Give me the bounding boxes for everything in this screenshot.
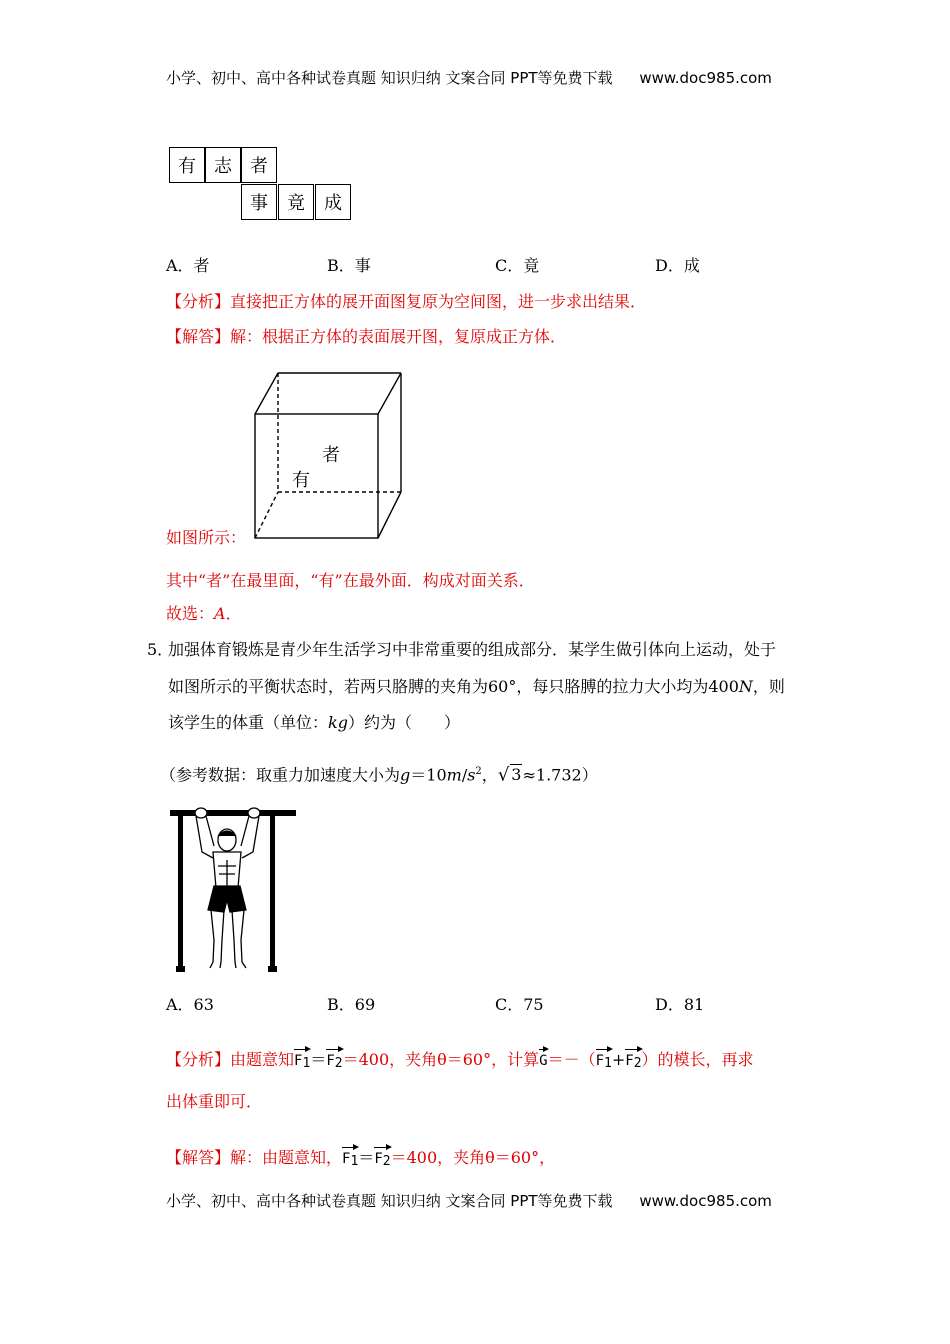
unit: N [738,677,753,696]
ref-text: ＝10 [410,765,447,785]
bar-post-left [178,812,183,972]
cube-edge [378,492,401,538]
choice-prefix: 故选： [166,604,215,623]
vector-g [539,1045,547,1071]
q4-figure-caption: 如图所示： [166,528,247,547]
vector-f2 [374,1143,390,1172]
cube-edge [255,373,278,414]
header-text: 小学、初中、高中各种试卷真题 知识归纳 文案合同 PPT等免费下载 [166,69,613,87]
header-url[interactable]: www.doc985.com [639,69,772,87]
vector-f1 [342,1143,358,1172]
q5-option-c: C．75 [495,995,544,1014]
q4-option-c: C．竟 [495,256,540,275]
choice-letter: A [214,604,226,623]
analysis-tag: 【分析】 [166,1050,231,1069]
ref-unit: m [446,765,462,785]
equals: ＝ [358,1148,375,1167]
q4-analysis [166,292,646,312]
net-cell: 竟 [278,184,314,220]
stem-text: ）约为（ ） [347,713,460,732]
choice-suffix: ． [225,604,242,623]
vector-f1 [596,1045,612,1074]
athlete-figure [195,808,260,968]
vec-letter: F [595,1053,605,1069]
ref-unit: / [461,765,468,785]
vec-letter: F [625,1053,634,1069]
stem-text: ，则 [752,677,785,696]
ref-unit: s [467,765,476,785]
q5-stem-line2 [168,677,785,697]
cube-edge [378,373,401,414]
vec-sub: 2 [334,1056,343,1071]
page-header [166,68,772,88]
stem-text: 如图所示的平衡状态时，若两只胳膊的夹角为60°，每只胳膊的拉力大小均为400 [168,677,739,696]
cube-front-face [255,414,378,538]
solution-tag: 【解答】 [166,1148,231,1167]
vec-letter: F [326,1053,335,1069]
analysis-text: 由题意知 [230,1050,295,1069]
ref-text: ≈1.732） [522,765,598,785]
analysis-text: 直接把正方体的展开面图复原为空间图，进一步求出结果． [230,292,647,311]
q4-option-b: B．事 [327,256,371,275]
vec-sub: 1 [604,1056,612,1071]
q5-stem-line3 [168,713,460,733]
net-cell: 成 [315,184,351,220]
net-cell: 志 [205,147,241,183]
vec-sub: 1 [302,1056,311,1071]
ref-exponent: 2 [475,766,482,777]
equals: ＝ [310,1050,327,1069]
pullup-bar [170,810,296,816]
analysis-text: ＝－（ [547,1050,596,1069]
vec-letter: G [539,1053,548,1069]
vec-letter: F [374,1151,383,1167]
footer-text: 小学、初中、高中各种试卷真题 知识归纳 文案合同 PPT等免费下载 [166,1192,613,1210]
plus: + [611,1050,626,1069]
net-cell: 者 [241,147,277,183]
q4-option-a: A．者 [166,256,210,275]
vec-letter: F [294,1053,303,1069]
unit: kg [328,713,348,732]
footer-url[interactable]: www.doc985.com [639,1192,772,1210]
vec-sub: 1 [350,1154,359,1169]
q5-stem-line1: 加强体育锻炼是青少年生活学习中非常重要的组成部分．某学生做引体向上运动，处于 [168,640,777,659]
q4-solution [166,327,566,347]
vec-sub: 2 [382,1154,391,1169]
stem-text: 该学生的体重（单位： [168,713,329,732]
analysis-text: ＝400，夹角θ＝60°，计算 [342,1050,540,1069]
net-cell: 有 [169,147,205,183]
analysis-text: ）的模长，再求 [641,1050,754,1069]
vector-f2 [625,1045,641,1074]
vector-f2 [326,1045,342,1074]
bar-post-right [270,812,275,972]
analysis-tag: 【分析】 [166,292,231,311]
q4-choice [166,604,242,624]
q4-option-d: D．成 [655,256,700,275]
q5-reference-data [160,762,598,785]
ref-text: ， [481,765,498,785]
pullup-bar-frame [170,810,296,972]
solution-text: 解：根据正方体的表面展开图，复原成正方体． [230,327,567,346]
q5-number: 5． [147,640,174,659]
q5-option-a: A．63 [166,995,214,1014]
sqrt-radicand: 3 [511,765,522,785]
solution-tag: 【解答】 [166,327,231,346]
q5-analysis-line2: 出体重即可． [166,1092,263,1111]
q4-explanation: 其中“者”在最里面，“有”在最外面．构成对面关系． [166,571,535,590]
vec-letter: F [342,1151,351,1167]
ref-text: （参考数据：取重力加速度大小为 [160,765,401,785]
page-footer [166,1191,772,1211]
cube-hidden-edge [255,492,278,538]
ref-symbol: g [400,765,411,785]
solution-text: ＝400，夹角θ＝60°， [390,1148,556,1167]
q5-solution [166,1143,555,1172]
cube-label-back: 者 [322,445,340,466]
sqrt-icon: √ [497,764,510,786]
q5-option-b: B．69 [327,995,376,1014]
q5-analysis [166,1045,754,1074]
q5-option-d: D．81 [655,995,705,1014]
vector-f1 [294,1045,310,1074]
cube-label-front: 有 [292,470,310,491]
solution-text: 解：由题意知， [230,1148,343,1167]
vec-sub: 2 [633,1056,642,1071]
net-cell: 事 [241,184,277,220]
